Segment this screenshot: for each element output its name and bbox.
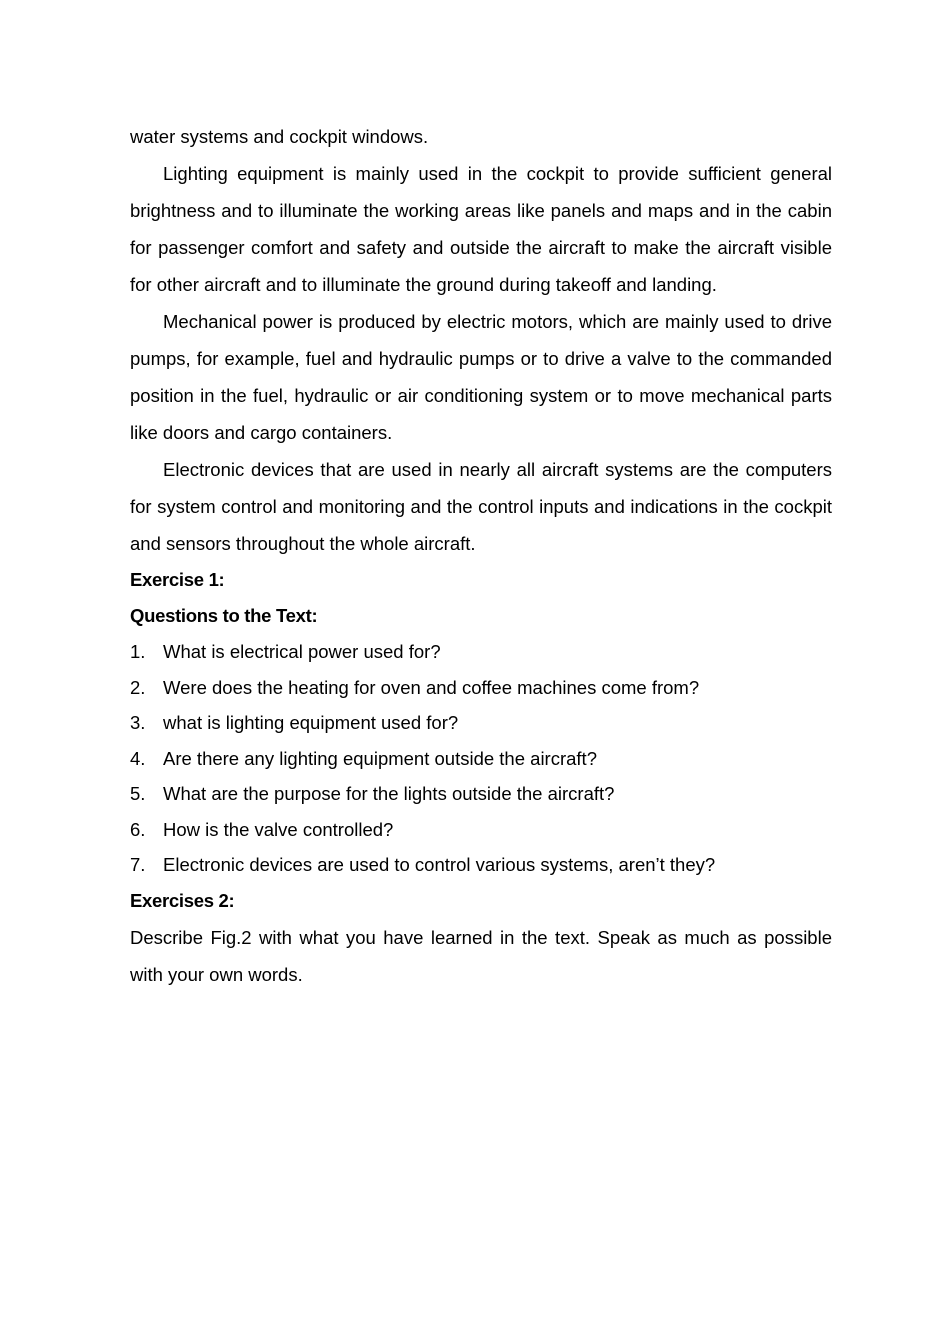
list-item	[130, 776, 832, 812]
list-item	[130, 705, 832, 741]
list-item	[130, 741, 832, 777]
question-text: what is lighting equipment used for?	[163, 712, 459, 733]
paragraph-electronic: Electronic devices that are used in nearly all aircraft systems are the computers for system control and monitoring and the control inputs and indications in the cockpit and sensors throughout the whole aircraft.	[130, 459, 832, 554]
question-text: Were does the heating for oven and coffee machines come from?	[163, 676, 700, 698]
question-number: 2.	[130, 676, 146, 698]
exercise2-title: Exercises 2:	[130, 889, 235, 911]
document-page	[130, 118, 832, 993]
question-number: 4.	[130, 747, 146, 769]
paragraph-continuation: water systems and cockpit windows.	[130, 126, 429, 147]
exercise1-subtitle: Questions to the Text:	[130, 605, 318, 626]
question-number: 6.	[130, 818, 146, 840]
exercise1-title: Exercise 1:	[130, 569, 225, 590]
question-number: 7.	[130, 854, 146, 875]
question-text: What are the purpose for the lights outside the aircraft?	[163, 783, 615, 804]
question-text: What is electrical power used for?	[163, 641, 441, 662]
paragraph-mechanical: Mechanical power is produced by electric motors, which are mainly used to drive pumps, for example, fuel and hydraulic pumps or to drive a valve to the commanded position in the fuel, hydraulic or air conditioning system or to move mechanical parts like doors and cargo containers.	[130, 311, 832, 443]
question-number: 3.	[130, 712, 146, 733]
paragraph-lighting: Lighting equipment is mainly used in the cockpit to provide sufficient general brightness and to illuminate the working areas like panels and maps and in the cabin for passenger comfort and safety and outside the aircraft to make the aircraft visible for other aircraft and to illuminate the ground during takeoff and landing.	[130, 163, 832, 295]
question-number: 5.	[130, 783, 146, 804]
question-number: 1.	[130, 641, 146, 662]
list-item	[130, 812, 832, 848]
list-item	[130, 634, 832, 670]
question-list	[130, 634, 832, 883]
question-text: How is the valve controlled?	[163, 818, 394, 840]
list-item	[130, 670, 832, 706]
exercise2-text: Describe Fig.2 with what you have learned in the text. Speak as much as possible with your own words.	[130, 926, 832, 985]
question-text: Electronic devices are used to control various systems, aren’t they?	[163, 854, 716, 875]
list-item	[130, 847, 832, 883]
question-text: Are there any lighting equipment outside the aircraft?	[163, 747, 597, 769]
